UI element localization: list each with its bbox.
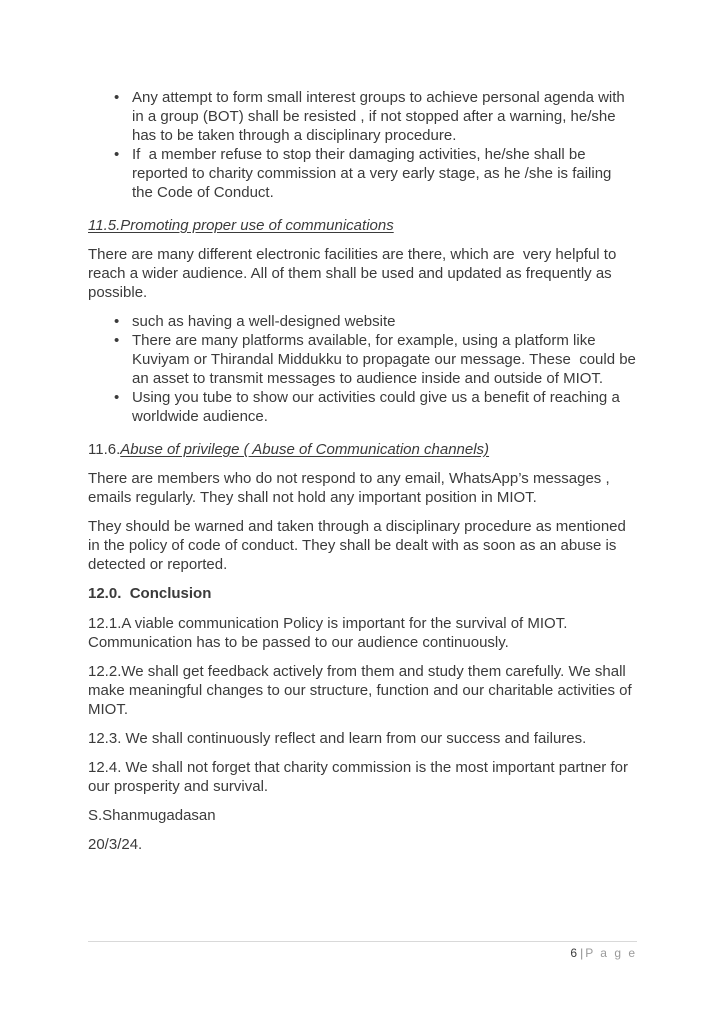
footer-separator: | <box>580 946 584 960</box>
list-item: • Any attempt to form small interest groups to achieve personal agenda with in a group (BOT) shall be resisted , if not stopped after a warning, he/she has to be taken through a disciplinary procedure. <box>112 88 636 145</box>
footer-page-label: P a g e <box>585 946 637 960</box>
section-heading-11-6 <box>88 440 636 459</box>
page-number: 6 <box>570 946 579 960</box>
signature-name: S.Shanmugadasan <box>88 807 216 824</box>
section-heading-11-5: 11.5.Promoting proper use of communications <box>88 217 394 234</box>
paragraph-abuse-warning: They should be warned and taken through a disciplinary procedure as mentioned in the policy of code of conduct. They shall be dealt with as soon as an abuse is detected or reported. <box>88 518 631 573</box>
signature-date: 20/3/24. <box>88 836 143 853</box>
list-item: • Using you tube to show our activities could give us a benefit of reaching a worldwide audience. <box>112 388 636 426</box>
paragraph-12-1: 12.1.A viable communication Policy is important for the survival of MIOT. Communication has to be passed to our audience continuously. <box>88 615 572 651</box>
communications-bullet-list <box>112 312 641 426</box>
paragraph-12-4: 12.4. We shall not forget that charity commission is the most important partner for our prosperity and survival. <box>88 759 633 795</box>
section-title: Abuse of privilege ( Abuse of Communication channels) <box>120 441 490 458</box>
page-footer <box>88 941 637 960</box>
paragraph-electronic-facilities: There are many different electronic facilities are there, which are very helpful to reach a wider audience. All of them shall be used and updated as frequently as possible. <box>88 246 621 301</box>
section-heading-12-0: 12.0. Conclusion <box>88 585 212 602</box>
paragraph-12-3: 12.3. We shall continuously reflect and learn from our success and failures. <box>88 730 587 747</box>
paragraph-abuse-members: There are members who do not respond to any email, WhatsApp’s messages , emails regularly. They shall not hold any important position in MIOT. <box>88 470 614 506</box>
list-item: • If a member refuse to stop their damaging activities, he/she shall be reported to charity commission at a very early stage, as he /she is failing the Code of Conduct. <box>112 145 636 202</box>
list-item: • There are many platforms available, for example, using a platform like Kuviyam or Thirandal Middukku to propagate our message. These could be an asset to transmit messages to audience inside and outside of MIOT. <box>112 331 636 388</box>
code-of-conduct-bullet-list <box>112 88 636 202</box>
list-item: • such as having a well-designed website <box>112 312 636 331</box>
section-number: 11.6. <box>88 441 121 458</box>
paragraph-12-2: 12.2.We shall get feedback actively from them and study them carefully. We shall make meaningful changes to our structure, function and our charitable activities of MIOT. <box>88 663 636 718</box>
